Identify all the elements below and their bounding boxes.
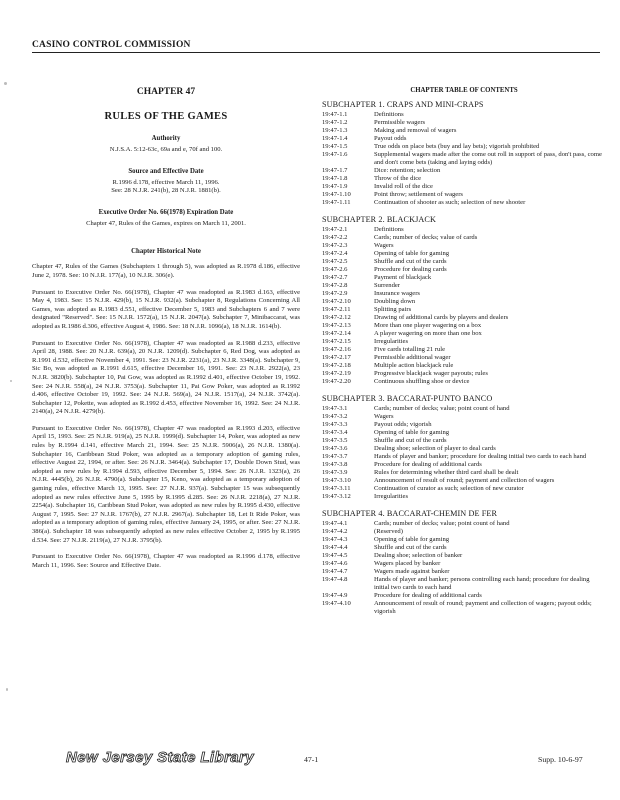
section-number: 19:47-4.10 bbox=[322, 600, 351, 607]
section-number: 19:47-1.1 bbox=[322, 111, 348, 118]
toc-entry bbox=[322, 266, 606, 274]
section-number: 19:47-3.12 bbox=[322, 493, 351, 500]
section-title: Cards; number of decks; value of cards bbox=[374, 234, 478, 241]
section-title: Throw of the dice bbox=[374, 175, 422, 182]
section-title: Payout odds; vigorish bbox=[374, 421, 432, 428]
section-number: 19:47-2.18 bbox=[322, 362, 351, 369]
toc-entry bbox=[322, 298, 606, 306]
toc-entry bbox=[322, 568, 606, 576]
section-number: 19:47-2.2 bbox=[322, 234, 348, 241]
toc-entry bbox=[322, 250, 606, 258]
eo-text: Chapter 47, Rules of the Games, expires on March 11, 2001. bbox=[86, 219, 246, 227]
toc-entry bbox=[322, 520, 606, 528]
history-paragraph: Pursuant to Executive Order No. 66(1978), Chapter 47 was readopted as R.1988 d.233, effective April 28, 1988. See: 20 N.J.R. 639(a), 20 N.J.R. 1209(d). Subchapter 6, Red Dog, was adopted as R.1991 d.532, effective November 4, 1991. See: 23 N.J.R. 2231(a), 23 N.J.R. 3348(a). Subchapter 9, Sic Bo, was adopted as R.1991 d.615, effective December 16, 1991. See: 23 N.J.R. 2922(a), 23 N.J.R. 3820(b). Subchapter 10, Pai Gow, was adopted as R.1992 d.401, effective October 19, 1992. See: 24 N.J.R. 558(a), 24 N.J.R. 3753(a). Subchapter 11, Pai Gow Poker, was adopted as R.1992 d.406, effective October 19, 1992. See: 24 N.J.R. 569(a), 24 N.J.R. 1517(a), 24 N.J.R. 3742(a). Subchapter 12, Pokette, was adopted as R.1992 d.453, effective November 16, 1992. See: 24 N.J.R. 2140(a), 24 N.J.R. 4279(b). bbox=[32, 339, 300, 416]
section-title: Five cards totalling 21 rule bbox=[374, 346, 446, 353]
toc-entry bbox=[322, 346, 606, 354]
section-number: 19:47-4.4 bbox=[322, 544, 348, 551]
section-title: Irregularities bbox=[374, 338, 409, 345]
section-number: 19:47-2.6 bbox=[322, 266, 348, 273]
section-title: Irregularities bbox=[374, 493, 409, 500]
section-title: Procedure for dealing of additional cards bbox=[374, 461, 482, 468]
toc-entry bbox=[322, 370, 606, 378]
toc-entry bbox=[322, 528, 606, 536]
source-text bbox=[32, 179, 300, 196]
section-number: 19:47-2.13 bbox=[322, 322, 351, 329]
section-number: 19:47-2.4 bbox=[322, 250, 348, 257]
toc-entry bbox=[322, 421, 606, 429]
section-number: 19:47-2.12 bbox=[322, 314, 351, 321]
section-title: Insurance wagers bbox=[374, 290, 420, 297]
subchapter-title: SUBCHAPTER 3. BACCARAT-PUNTO BANCO bbox=[322, 394, 493, 403]
section-number: 19:47-3.5 bbox=[322, 437, 348, 444]
eo-heading: Executive Order No. 66(1978) Expiration Date bbox=[98, 208, 234, 216]
section-title: Invalid roll of the dice bbox=[374, 183, 433, 190]
toc-entry bbox=[322, 477, 606, 485]
section-title: Payout odds bbox=[374, 135, 407, 142]
supplement-date: Supp. 10-6-97 bbox=[538, 755, 583, 764]
toc-entry bbox=[322, 306, 606, 314]
section-title: Doubling down bbox=[374, 298, 416, 305]
section-number: 19:47-4.8 bbox=[322, 576, 348, 583]
toc-entry bbox=[322, 127, 606, 135]
section-number: 19:47-1.7 bbox=[322, 167, 348, 174]
toc-entry bbox=[322, 354, 606, 362]
toc-entry bbox=[322, 536, 606, 544]
toc-entry bbox=[322, 191, 606, 199]
toc-entry bbox=[322, 544, 606, 552]
section-number: 19:47-1.10 bbox=[322, 191, 351, 198]
toc-entry bbox=[322, 135, 606, 143]
section-number: 19:47-4.5 bbox=[322, 552, 348, 559]
section-title: Cards; number of decks; value; point count of hand bbox=[374, 520, 510, 527]
section-title: Permissible wagers bbox=[374, 119, 426, 126]
section-title: Continuation of shooter as such; selection of new shooter bbox=[374, 199, 526, 206]
section-number: 19:47-2.5 bbox=[322, 258, 348, 265]
section-number: 19:47-2.14 bbox=[322, 330, 351, 337]
toc-entry bbox=[322, 258, 606, 266]
section-title: A player wagering on more than one box bbox=[374, 330, 482, 337]
section-title: Progressive blackjack wager payouts; rules bbox=[374, 370, 488, 377]
section-title: Dealing shoe; selection of player to deal cards bbox=[374, 445, 496, 452]
toc-entry bbox=[322, 111, 606, 119]
toc-entry bbox=[322, 167, 606, 175]
section-number: 19:47-2.15 bbox=[322, 338, 351, 345]
toc-entry bbox=[322, 453, 606, 461]
section-number: 19:47-4.2 bbox=[322, 528, 348, 535]
section-title: Dice: retention; selection bbox=[374, 167, 441, 174]
authority-text: N.J.S.A. 5:12-63c, 69a and e, 70f and 100. bbox=[109, 146, 223, 153]
authority-heading: Authority bbox=[151, 135, 181, 142]
toc-entry bbox=[322, 485, 606, 493]
section-title: Drawing of additional cards by players and dealers bbox=[374, 314, 509, 321]
section-number: 19:47-4.6 bbox=[322, 560, 348, 567]
section-title: Wagers made against banker bbox=[374, 568, 450, 575]
section-title: Procedure for dealing cards bbox=[374, 266, 447, 273]
toc-entry bbox=[322, 445, 606, 453]
source-line: See: 28 N.J.R. 241(b), 28 N.J.R. 1881(b). bbox=[111, 187, 221, 195]
toc-entry bbox=[322, 175, 606, 183]
section-number: 19:47-1.5 bbox=[322, 143, 348, 150]
section-number: 19:47-3.11 bbox=[322, 485, 351, 492]
toc-entry bbox=[322, 413, 606, 421]
page-header: CASINO CONTROL COMMISSION bbox=[32, 40, 600, 53]
section-number: 19:47-3.8 bbox=[322, 461, 348, 468]
toc-entry bbox=[322, 378, 606, 386]
section-number: 19:47-3.2 bbox=[322, 413, 348, 420]
page-number: 47-1 bbox=[304, 755, 319, 764]
section-title: More than one player wagering on a box bbox=[374, 322, 482, 329]
toc-entry bbox=[322, 242, 606, 250]
section-number: 19:47-2.7 bbox=[322, 274, 348, 281]
toc-entry bbox=[322, 274, 606, 282]
section-number: 19:47-4.7 bbox=[322, 568, 348, 575]
section-title: Hands of player and banker; persons controlling each hand; procedure for dealing initial two cards to each hand bbox=[374, 576, 590, 591]
right-column bbox=[322, 86, 606, 616]
toc-entry bbox=[322, 552, 606, 560]
section-number: 19:47-3.4 bbox=[322, 429, 348, 436]
toc-entry bbox=[322, 199, 606, 207]
toc-entry bbox=[322, 576, 606, 592]
section-title: Payment of blackjack bbox=[374, 274, 432, 281]
section-title: Wagers placed by banker bbox=[374, 560, 441, 567]
source-heading: Source and Effective Date bbox=[128, 167, 204, 175]
toc-entry bbox=[322, 429, 606, 437]
toc-entry bbox=[322, 600, 606, 616]
toc-entry bbox=[322, 560, 606, 568]
chapter-number: CHAPTER 47 bbox=[136, 87, 196, 97]
historical-note bbox=[32, 263, 300, 570]
toc-entry bbox=[322, 234, 606, 242]
toc-entry bbox=[322, 226, 606, 234]
section-title: Cards; number of decks; value; point count of hand bbox=[374, 405, 510, 412]
toc-entry bbox=[322, 493, 606, 501]
subchapter-title: SUBCHAPTER 4. BACCARAT-CHEMIN DE FER bbox=[322, 509, 498, 518]
section-number: 19:47-1.9 bbox=[322, 183, 348, 190]
section-title: Multiple action blackjack rule bbox=[374, 362, 454, 369]
section-title: Point throw; settlement of wagers bbox=[374, 191, 463, 198]
section-title: Wagers bbox=[374, 413, 394, 420]
history-heading: Chapter Historical Note bbox=[131, 248, 201, 256]
section-number: 19:47-2.9 bbox=[322, 290, 348, 297]
section-number: 19:47-2.3 bbox=[322, 242, 348, 249]
toc-entry bbox=[322, 437, 606, 445]
scan-speck bbox=[10, 380, 12, 382]
toc-entry bbox=[322, 143, 606, 151]
section-title: Definitions bbox=[374, 111, 404, 118]
history-paragraph: Pursuant to Executive Order No. 66(1978), Chapter 47 was readopted as R.1996 d.178, effective March 11, 1996. See: Source and Effective Date. bbox=[32, 553, 300, 569]
scan-speck bbox=[6, 688, 8, 691]
section-number: 19:47-1.6 bbox=[322, 151, 348, 158]
section-number: 19:47-2.17 bbox=[322, 354, 351, 361]
section-title: Procedure for dealing of additional cards bbox=[374, 592, 482, 599]
toc-entry bbox=[322, 151, 606, 167]
section-number: 19:47-3.10 bbox=[322, 477, 351, 484]
toc-entry bbox=[322, 282, 606, 290]
subchapter-title: SUBCHAPTER 1. CRAPS AND MINI-CRAPS bbox=[322, 100, 484, 109]
toc-heading: CHAPTER TABLE OF CONTENTS bbox=[410, 87, 518, 94]
section-number: 19:47-1.4 bbox=[322, 135, 348, 142]
section-title: Rules for determining whether third card shall be dealt bbox=[374, 469, 519, 476]
section-number: 19:47-3.1 bbox=[322, 405, 348, 412]
toc-entry bbox=[322, 362, 606, 370]
section-title: Wagers bbox=[374, 242, 394, 249]
toc-entry bbox=[322, 119, 606, 127]
library-logo: New Jersey State Library bbox=[66, 749, 255, 766]
section-number: 19:47-1.2 bbox=[322, 119, 348, 126]
section-title: Supplemental wagers made after the come out roll in support of pass, don't pass, come and don't come bets (taking and laying odds) bbox=[374, 151, 602, 166]
toc-entry bbox=[322, 290, 606, 298]
subchapter-title: SUBCHAPTER 2. BLACKJACK bbox=[322, 215, 436, 224]
toc-entry bbox=[322, 469, 606, 477]
section-title: Shuffle and cut of the cards bbox=[374, 258, 447, 265]
section-title: Shuffle and cut of the cards bbox=[374, 544, 447, 551]
section-number: 19:47-3.6 bbox=[322, 445, 348, 452]
chapter-title: RULES OF THE GAMES bbox=[104, 111, 228, 122]
section-title: Opening of table for gaming bbox=[374, 429, 450, 436]
left-column bbox=[32, 86, 300, 570]
section-title: Surrender bbox=[374, 282, 400, 289]
section-title: (Reserved) bbox=[374, 528, 403, 535]
section-title: Shuffle and cut of the cards bbox=[374, 437, 447, 444]
table-of-contents bbox=[322, 100, 606, 616]
section-title: Continuation of curator as such; selection of new curator bbox=[374, 485, 524, 492]
section-number: 19:47-2.10 bbox=[322, 298, 351, 305]
section-number: 19:47-2.16 bbox=[322, 346, 351, 353]
toc-entry bbox=[322, 461, 606, 469]
toc-entry bbox=[322, 322, 606, 330]
history-paragraph: Pursuant to Executive Order No. 66(1978), Chapter 47 was readopted as R.1993 d.203, effective April 15, 1993. See: 25 N.J.R. 919(a), 25 N.J.R. 1999(d). Subchapter 14, Poker, was adopted as new rules by R.1994 d.141, effective March 21, 1994. See: 25 N.J.R. 5906(a), 26 N.J.R. 1380(a). Subchapter 16, Caribbean Stud Poker, was adopted as a temporary adoption of gaming rules, effective August 22, 1994, or after. See: 26 N.J.R. 3464(a). Subchapter 17, Double Down Stud, was adopted as new rules by R.1994 d.593, effective December 5, 1994. See: 26 N.J.R. 1323(a), 26 N.J.R. 4445(b), 26 N.J.R. 4790(a). Subchapter 15, Keno, was adopted as a temporary adoption of gaming rules, effective March 13, 1995. See: 27 N.J.R. 937(a). Subchapter 15 was subsequently adopted as new rules effective June 5, 1995 by R.1995 d.285. See: 26 N.J.R. 2218(a), 27 N.J.R. 2254(a). Subchapter 16, Caribbean Stud Poker, was adopted as new rules by R.1995 d.430, effective August 7, 1995. See: 27 N.J.R. 1767(b), 27 N.J.R. 2967(a). Subchapter 18, Let It Ride Poker, was adopted as a temporary adoption of gaming rules, effective January 24, 1995, or after. See: 27 N.J.R. 386(a). Subchapter 18 was subsequently adopted as new rules effective October 2, 1995 by R.1995 d.534. See: 27 N.J.R. 2119(a), 27 N.J.R. 3795(b). bbox=[32, 424, 300, 544]
section-number: 19:47-3.9 bbox=[322, 469, 348, 476]
section-number: 19:47-1.8 bbox=[322, 175, 348, 182]
section-number: 19:47-4.1 bbox=[322, 520, 348, 527]
section-title: Dealing shoe; selection of banker bbox=[374, 552, 463, 559]
section-number: 19:47-3.3 bbox=[322, 421, 348, 428]
toc-entry bbox=[322, 405, 606, 413]
toc-entry bbox=[322, 183, 606, 191]
section-title: Announcement of result of round; payment and collection of wagers; payout odds; vigorish bbox=[374, 600, 592, 615]
section-title: Announcement of result of round; payment and collection of wagers bbox=[374, 477, 555, 484]
section-title: Opening of table for gaming bbox=[374, 536, 450, 543]
section-title: True odds on place bets (buy and lay bets); vigorish prohibited bbox=[374, 143, 540, 150]
section-title: Permissible additional wager bbox=[374, 354, 451, 361]
section-title: Continuous shuffling shoe or device bbox=[374, 378, 470, 385]
section-title: Making and removal of wagers bbox=[374, 127, 457, 134]
section-number: 19:47-2.20 bbox=[322, 378, 351, 385]
source-line: R.1996 d.178, effective March 11, 1996. bbox=[112, 178, 220, 186]
section-title: Definitions bbox=[374, 226, 404, 233]
section-title: Hands of player and banker; procedure for dealing initial two cards to each hand bbox=[374, 453, 587, 460]
section-number: 19:47-4.9 bbox=[322, 592, 348, 599]
section-number: 19:47-2.8 bbox=[322, 282, 348, 289]
section-number: 19:47-4.3 bbox=[322, 536, 348, 543]
section-title: Opening of table for gaming bbox=[374, 250, 450, 257]
toc-entry bbox=[322, 330, 606, 338]
section-number: 19:47-2.11 bbox=[322, 306, 351, 313]
history-paragraph: Pursuant to Executive Order No. 66(1978), Chapter 47 was readopted as R.1983 d.163, effective May 4, 1983. See: 15 N.J.R. 429(b), 15 N.J.R. 932(a). Subchapter 8, Regulations Concerning All Games, was adopted as R.1983 d.551, effective December 5, 1983 and Subchapters 6 and 7 were designated "Reserved". See: 15 N.J.R. 1572(a), 15 N.J.R. 2047(a). Subchapter 7, Minibaccarat, was adopted as R.1986 d.306, effective August 4, 1986. See: 18 N.J.R. 1096(a), 18 N.J.R. 1614(b). bbox=[32, 288, 300, 330]
section-number: 19:47-1.3 bbox=[322, 127, 348, 134]
section-number: 19:47-3.7 bbox=[322, 453, 348, 460]
scan-speck bbox=[4, 82, 7, 85]
section-number: 19:47-1.11 bbox=[322, 199, 351, 206]
section-title: Splitting pairs bbox=[374, 306, 412, 313]
history-paragraph: Chapter 47, Rules of the Games (Subchapters 1 through 5), was adopted as R.1978 d.186, effective June 2, 1978. See: 10 N.J.R. 177(a), 10 N.J.R. 306(e). bbox=[32, 263, 300, 279]
toc-entry bbox=[322, 314, 606, 322]
section-number: 19:47-2.1 bbox=[322, 226, 348, 233]
section-number: 19:47-2.19 bbox=[322, 370, 351, 377]
toc-entry bbox=[322, 592, 606, 600]
toc-entry bbox=[322, 338, 606, 346]
